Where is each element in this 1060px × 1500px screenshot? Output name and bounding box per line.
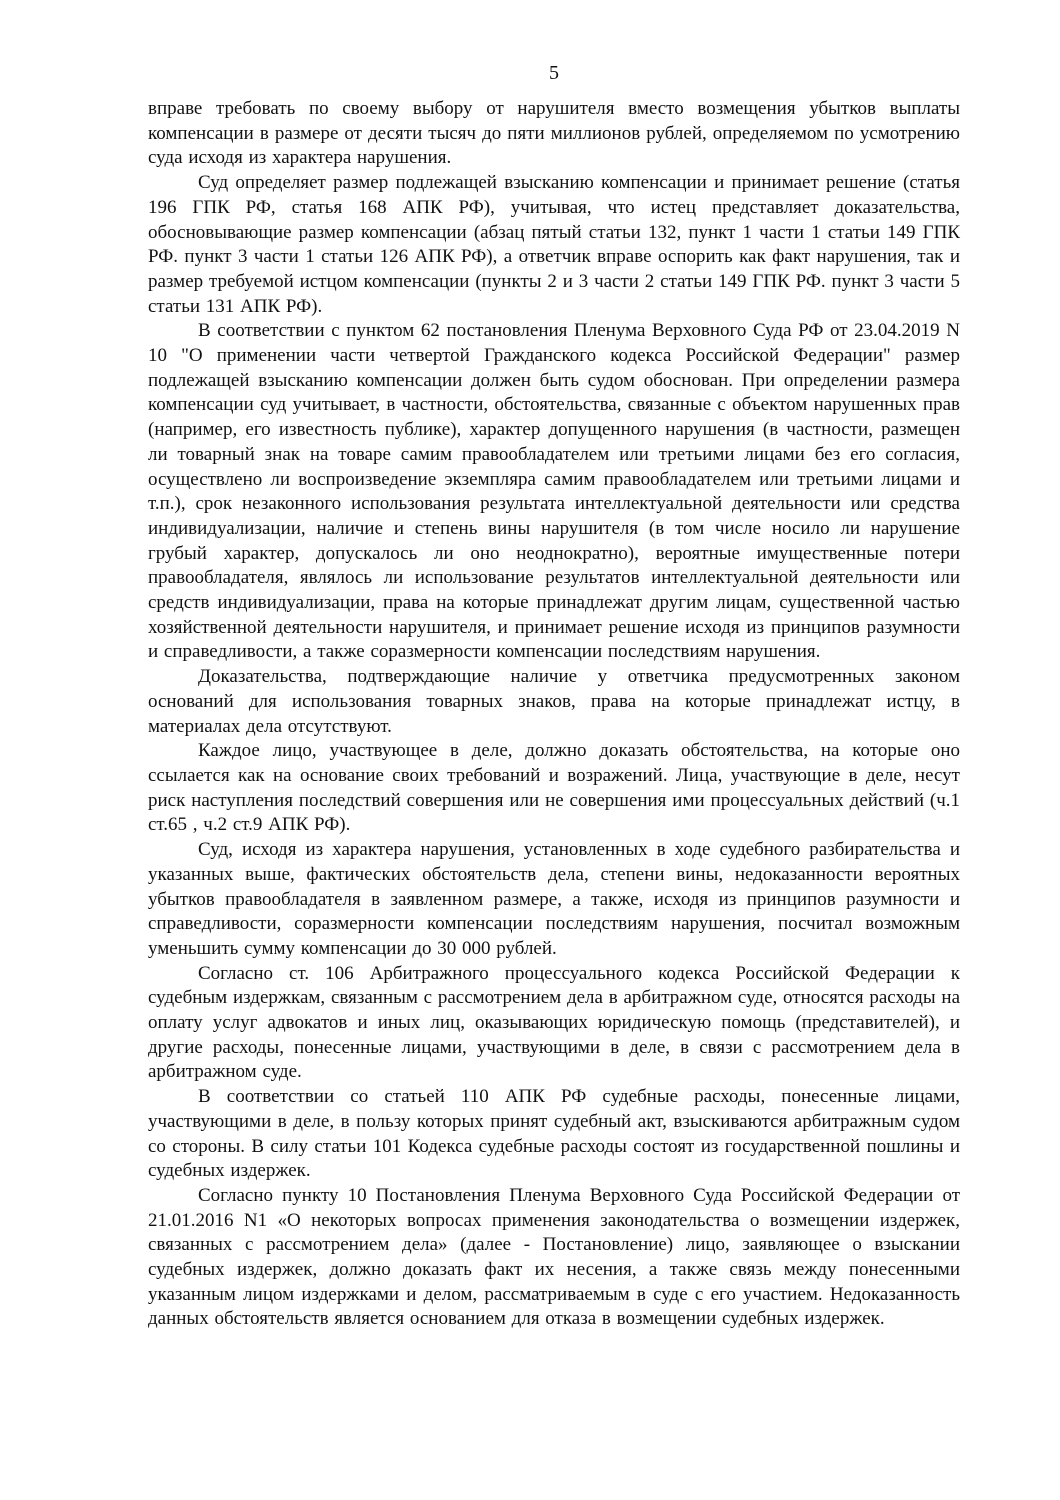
paragraphs — [148, 97, 960, 1332]
paragraph: Согласно пункту 10 Постановления Пленума Верховного Суда Российской Федерации от 21.01.2016 N1 «О некоторых вопросах применения законодательства о возмещении издержек, связанных с рассмотрением дела» (далее - Постановление) лицо, заявляющее о взыскании судебных издержек, должно доказать факт их несения, а также связь между понесенными указанным лицом издержками и делом, рассматриваемым в суде с его участием. Недоказанность данных обстоятельств является основанием для отказа в возмещении судебных издержек. — [148, 1184, 960, 1330]
paragraph: В соответствии со статьей 110 АПК РФ судебные расходы, понесенные лицами, участвующими в деле, в пользу которых принят судебный акт, взыскиваются арбитражным судом со стороны. В силу статьи 101 Кодекса судебные расходы состоят из государственной пошлины и судебных издержек. — [148, 1086, 960, 1182]
paragraph: В соответствии с пунктом 62 постановления Пленума Верховного Суда РФ от 23.04.2019 N 10 "О применении части четвертой Гражданского кодекса Российской Федерации" размер подлежащей взысканию компенсации должен быть судом обоснован. При определении размера компенсации суд учитывает, в частности, обстоятельства, связанные с объектом нарушенных прав (например, его известность публике), характер допущенного нарушения (в частности, размещен ли товарный знак на товаре самим правообладателем или третьими лицами без его согласия, осуществлено ли воспроизведение экземпляра самим правообладателем или третьими лицами и т.п.), срок незаконного использования результата интеллектуальной деятельности или средства индивидуализации, наличие и степень вины нарушителя (в том числе носило ли нарушение грубый характер, допускалось ли оно неоднократно), вероятные имущественные потери правообладателя, являлось ли использование результатов интеллектуальной деятельности или средств индивидуализации, права на которые принадлежат другим лицам, существенной частью хозяйственной деятельности нарушителя, и принимает решение исходя из принципов разумности и справедливости, а также соразмерности компенсации последствиям нарушения. — [148, 320, 960, 663]
page-number: 5 — [549, 62, 559, 84]
paragraph: Согласно ст. 106 Арбитражного процессуального кодекса Российской Федерации к судебным издержкам, связанным с рассмотрением дела в арбитражном суде, относятся расходы на оплату услуг адвокатов и иных лиц, оказывающих юридическую помощь (представителей), и другие расходы, понесенные лицами, участвующими в деле, в связи с рассмотрением дела в арбитражном суде. — [148, 962, 960, 1083]
paragraph: Доказательства, подтверждающие наличие у ответчика предусмотренных законом оснований для использования товарных знаков, права на которые принадлежат истцу, в материалах дела отсутствуют. — [148, 666, 960, 737]
paragraph: Суд определяет размер подлежащей взысканию компенсации и принимает решение (статья 196 ГПК РФ, статья 168 АПК РФ), учитывая, что истец представляет доказательства, обосновывающие размер компенсации (абзац пятый статьи 132, пункт 1 части 1 статьи 149 ГПК РФ. пункт 3 части 1 статьи 126 АПК РФ), а ответчик вправе оспорить как факт нарушения, так и размер требуемой истцом компенсации (пункты 2 и 3 части 2 статьи 149 ГПК РФ. пункт 3 части 5 статьи 131 АПК РФ). — [148, 172, 960, 317]
text-column — [148, 60, 960, 1332]
paragraph: вправе требовать по своему выбору от нарушителя вместо возмещения убытков выплаты компенсации в размере от десяти тысяч до пяти миллионов рублей, определяемом по усмотрению суда исходя из характера нарушения. — [148, 98, 960, 169]
paragraph: Суд, исходя из характера нарушения, установленных в ходе судебного разбирательства и указанных выше, фактических обстоятельств дела, степени вины, недоказанности вероятных убытков правообладателя в заявленном размере, а также, исходя из принципов разумности и справедливости, соразмерности компенсации последствиям нарушения, посчитал возможным уменьшить сумму компенсации до 30 000 рублей. — [148, 839, 960, 959]
paragraph: Каждое лицо, участвующее в деле, должно доказать обстоятельства, на которые оно ссылается как на основание своих требований и возражений. Лица, участвующие в деле, несут риск наступления последствий совершения или не совершения ими процессуальных действий (ч.1 ст.65 , ч.2 ст.9 АПК РФ). — [148, 740, 960, 836]
